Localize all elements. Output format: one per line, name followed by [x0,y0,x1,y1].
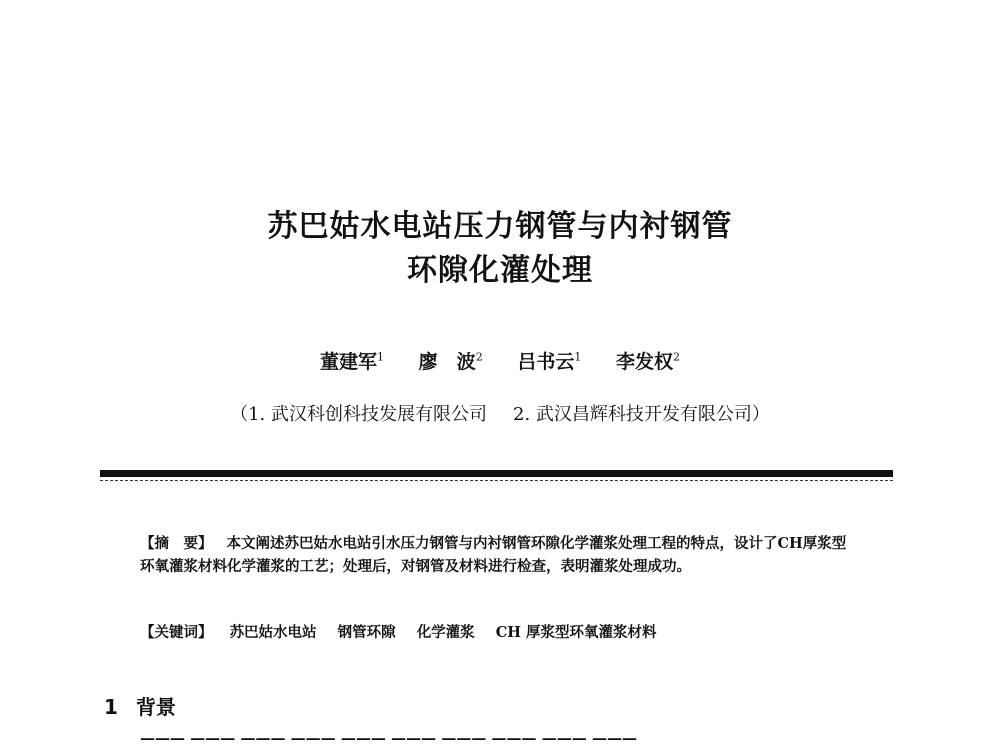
author-name: 廖 波 [418,351,476,373]
paper-title [0,205,1000,293]
title-line-1: 苏巴姑水电站压力钢管与内衬钢管 [267,209,733,244]
body-text-cut-off [140,729,637,747]
author-name: 李发权 [615,351,673,373]
author [320,351,384,373]
section-title: 背景 [135,695,176,719]
author [419,351,483,373]
author-list [0,347,1000,374]
title-line-2: 环隙化灌处理 [407,253,593,288]
keyword: 钢管环隙 [337,624,396,641]
abstract [140,532,860,578]
author-affiliation-mark: 2 [672,350,680,364]
author-name: 董建军 [320,351,378,373]
abstract-text: 本文阐述苏巴姑水电站引水压力钢管与内衬钢管环隙化学灌浆处理工程的特点，设计了CH厚浆型环氧灌浆材料化学灌浆的工艺；处理后，对钢管及材料进行检查，表明灌浆处理成功。 [140,535,847,575]
keyword: 化学灌浆 [416,624,475,641]
body-text-fragment: ——— ——— ——— ——— ——— ——— ——— ——— ——— ——— [140,729,637,747]
header-divider-thin [100,480,893,483]
abstract-label: 【摘 要】 [140,535,213,552]
section-heading [104,691,176,720]
author-affiliation-mark: 2 [475,350,483,364]
author-name: 吕书云 [517,351,575,373]
keywords-label: 【关键词】 [140,624,213,641]
header-divider-thick [100,470,893,477]
section-number: 1 [104,695,118,719]
author [517,351,581,373]
affiliation-2: 2. 武汉昌辉科技开发有限公司） [513,404,770,425]
author-affiliation-mark: 1 [574,350,582,364]
keyword: CH 厚浆型环氧灌浆材料 [495,624,657,641]
affiliation-1: （1. 武汉科创科技发展有限公司 [230,404,487,425]
author-affiliation-mark: 1 [377,350,385,364]
keyword: 苏巴姑水电站 [229,624,317,641]
affiliations [0,400,1000,426]
keywords [140,621,860,642]
author [616,351,680,373]
